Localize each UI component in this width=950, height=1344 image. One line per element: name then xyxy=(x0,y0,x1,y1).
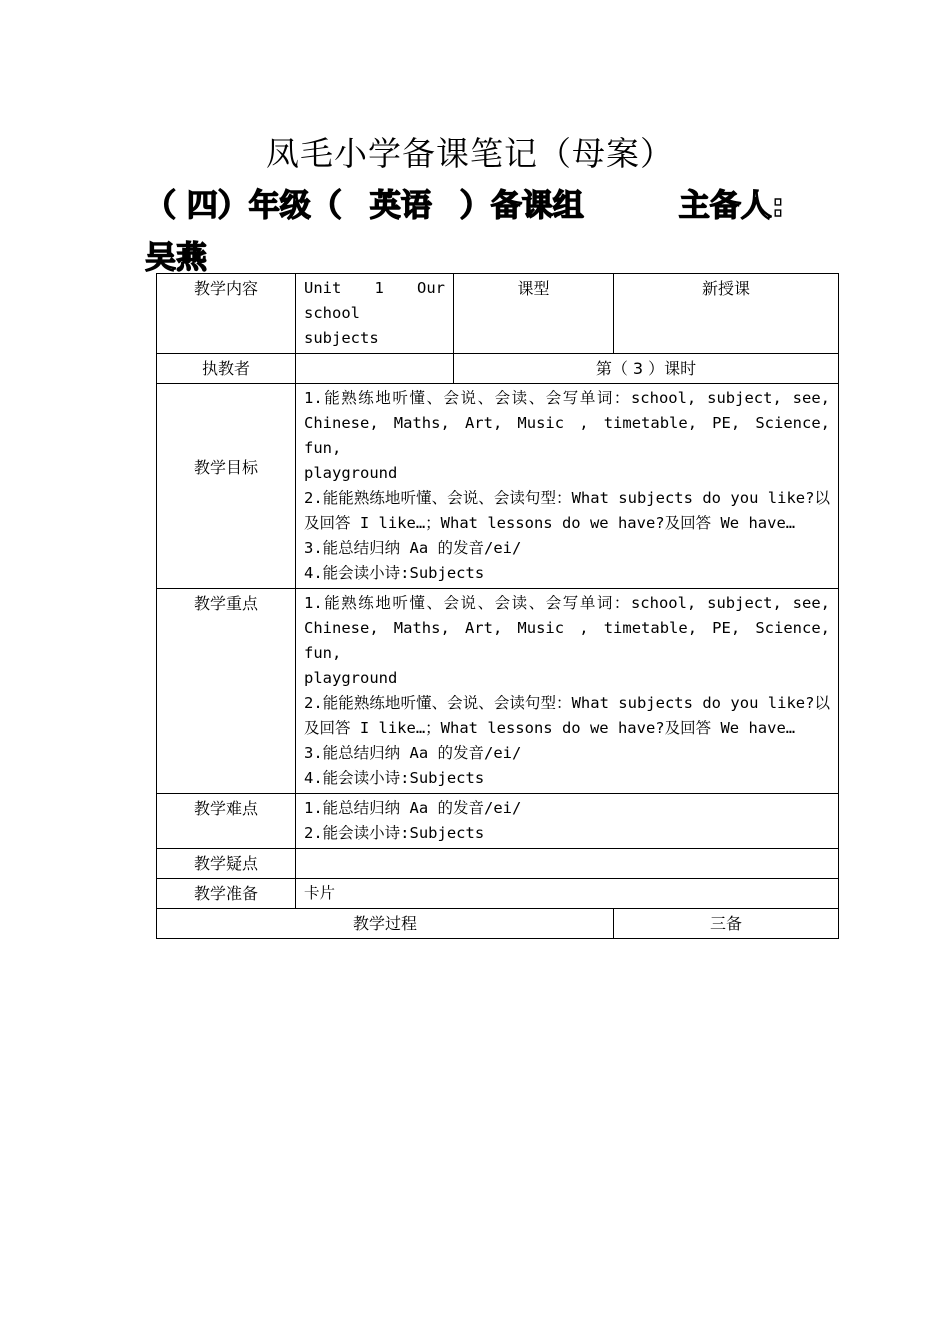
page-title: 凤毛小学备课笔记（母案） xyxy=(266,134,674,173)
prep-value: 卡片 xyxy=(296,879,839,909)
table-row xyxy=(157,909,839,939)
content-value: Unit 1 Our school subjects xyxy=(296,274,454,354)
table-row xyxy=(157,274,839,354)
table-row xyxy=(157,354,839,384)
subject-text: 英语 xyxy=(369,188,432,224)
difficult-label: 教学难点 xyxy=(157,794,296,849)
goals-value: 1.能熟练地听懂、会说、会读、会写单词：school, subject, see, Chinese, Maths, Art, Music , timetable, PE, Science, fun, playground 2.能能熟练地听懂、会说、会读句型：What subjects do you like?以及回答 I like…；What lessons do we have?及回答 We have… 3.能总结归纳 Aa 的发音/ei/ 4.能会读小诗:Subjects xyxy=(296,384,839,589)
goals-label: 教学目标 xyxy=(157,384,296,589)
type-value: 新授课 xyxy=(614,274,839,354)
preparer-label: 主备人: xyxy=(678,188,785,224)
prep-label: 教学准备 xyxy=(157,879,296,909)
teacher-value xyxy=(296,354,454,384)
type-label: 课型 xyxy=(454,274,614,354)
table-row xyxy=(157,589,839,794)
table-row xyxy=(157,879,839,909)
grade-text: （ 四）年级（ xyxy=(145,188,342,224)
key-label: 教学重点 xyxy=(157,589,296,794)
content-label: 教学内容 xyxy=(157,274,296,354)
header-info xyxy=(145,180,825,284)
doubt-value xyxy=(296,849,839,879)
doubt-label: 教学疑点 xyxy=(157,849,296,879)
table-row xyxy=(157,849,839,879)
period-value: 第（ 3 ）课时 xyxy=(454,354,839,384)
table-row xyxy=(157,384,839,589)
key-value: 1.能熟练地听懂、会说、会读、会写单词：school, subject, see, Chinese, Maths, Art, Music , timetable, PE, Science, fun, playground 2.能能熟练地听懂、会说、会读句型：What subjects do you like?以及回答 I like…；What lessons do we have?及回答 We have… 3.能总结归纳 Aa 的发音/ei/ 4.能会读小诗:Subjects xyxy=(296,589,839,794)
three-prep-label: 三备 xyxy=(614,909,839,939)
lesson-plan-table xyxy=(156,273,839,939)
difficult-value: 1.能总结归纳 Aa 的发音/ei/ 2.能会读小诗:Subjects xyxy=(296,794,839,849)
teacher-label: 执教者 xyxy=(157,354,296,384)
preparer-name: 吴燕 xyxy=(145,240,207,276)
process-label: 教学过程 xyxy=(157,909,614,939)
table-row xyxy=(157,794,839,849)
group-text: ）备课组 xyxy=(459,188,584,224)
